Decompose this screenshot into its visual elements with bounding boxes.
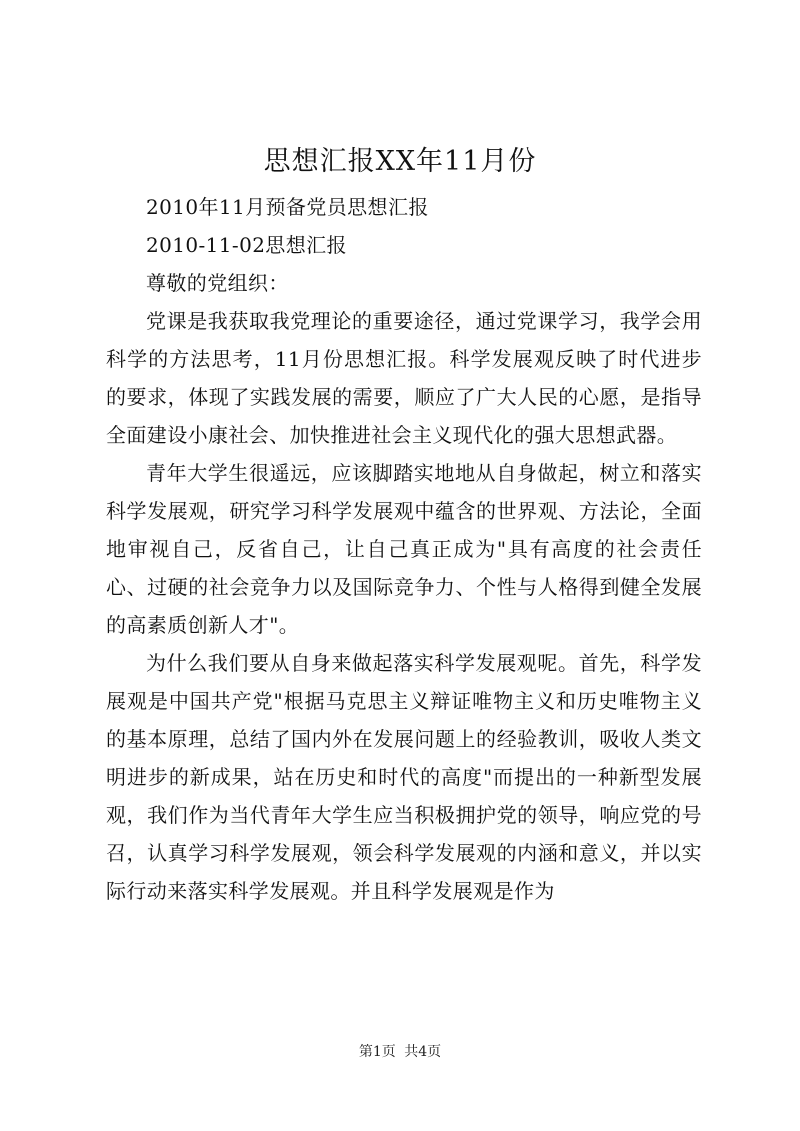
- page-number: 第1页: [358, 1044, 396, 1060]
- page-footer: [0, 1042, 800, 1062]
- page-total: 共4页: [404, 1044, 442, 1060]
- subtitle-line: 2010年11月预备党员思想汇报: [146, 195, 429, 219]
- paragraph-3: 为什么我们要从自身来做起落实科学发展观呢。首先，科学发展观是中国共产党"根据马克思主义辩证唯物主义和历史唯物主义的基本原理，总结了国内外在发展问题上的经验教训，吸收人类文明进步的新成果，站在历史和时代的高度"而提出的一种新型发展观，我们作为当代青年大学生应当积极拥护党的领导，响应党的号召，认真学习科学发展观，领会科学发展观的内涵和意义，并以实际行动来落实科学发展观。并且科学发展观是作为: [106, 651, 702, 903]
- date-line: 2010-11-02思想汇报: [146, 233, 347, 257]
- salutation: 尊敬的党组织：: [146, 271, 289, 295]
- document-body: [106, 188, 702, 910]
- paragraph-1: 党课是我获取我党理论的重要途径，通过党课学习，我学会用科学的方法思考，11月份思想汇报。科学发展观反映了时代进步的要求，体现了实践发展的需要，顺应了广大人民的心愿，是指导全面建设小康社会、加快推进社会主义现代化的强大思想武器。: [106, 309, 702, 447]
- paragraph-2: 青年大学生很遥远，应该脚踏实地地从自身做起，树立和落实科学发展观，研究学习科学发展观中蕴含的世界观、方法论，全面地审视自己，反省自己，让自己真正成为"具有高度的社会责任心、过硬的社会竞争力以及国际竞争力、个性与人格得到健全发展的高素质创新人才"。: [106, 461, 702, 637]
- document-title: 思想汇报XX年11月份: [263, 146, 537, 177]
